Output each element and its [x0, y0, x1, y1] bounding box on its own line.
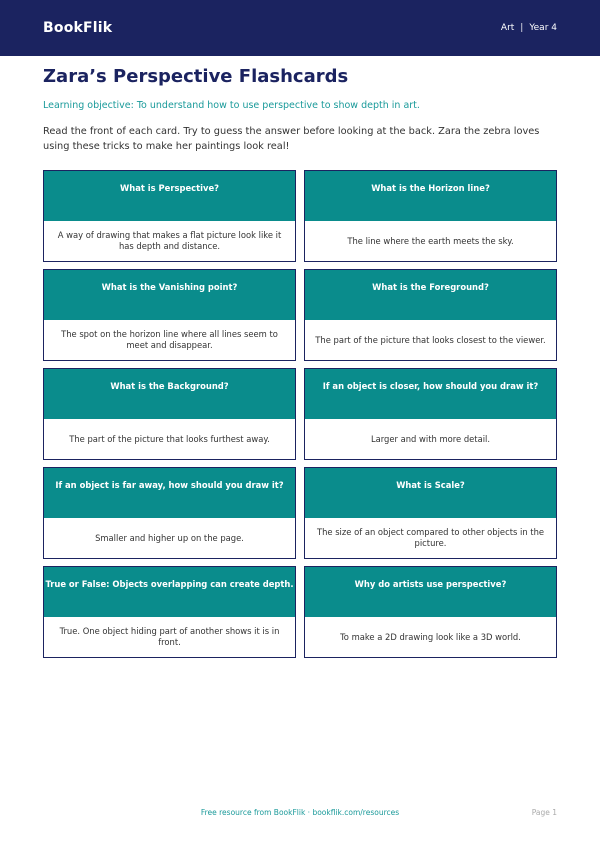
- flashcard[interactable]: [304, 269, 557, 361]
- subject-label: Art: [500, 23, 515, 33]
- card-front: What is the Foreground?: [305, 270, 556, 320]
- card-front: What is the Background?: [44, 369, 295, 419]
- header-bar: [0, 0, 600, 56]
- brand-logo[interactable]: BookFlik: [43, 20, 113, 36]
- card-front: What is the Horizon line?: [305, 171, 556, 221]
- card-front: What is the Vanishing point?: [44, 270, 295, 320]
- subject-year-label: [501, 23, 557, 33]
- card-front: If an object is closer, how should you draw it?: [305, 369, 556, 419]
- page-title: Zara’s Perspective Flashcards: [43, 66, 349, 87]
- card-front: What is Scale?: [305, 468, 556, 518]
- card-back: Smaller and higher up on the page.: [44, 518, 295, 558]
- card-back: The spot on the horizon line where all lines seem to meet and disappear.: [44, 320, 295, 360]
- card-back: A way of drawing that makes a flat picture look like it has depth and distance.: [44, 221, 295, 261]
- flashcard[interactable]: [43, 368, 296, 460]
- flashcard[interactable]: [304, 566, 557, 658]
- flashcard[interactable]: [304, 170, 557, 262]
- card-front: What is Perspective?: [44, 171, 295, 221]
- flashcard[interactable]: [43, 170, 296, 262]
- card-back: The part of the picture that looks furthest away.: [44, 419, 295, 459]
- card-back: The line where the earth meets the sky.: [305, 221, 556, 261]
- flashcard[interactable]: [43, 269, 296, 361]
- learning-objective: Learning objective: To understand how to use perspective to show depth in art.: [43, 100, 420, 111]
- meta-separator: |: [520, 23, 524, 33]
- flashcard[interactable]: [304, 467, 557, 559]
- card-front: If an object is far away, how should you draw it?: [44, 468, 295, 518]
- flashcard[interactable]: [43, 467, 296, 559]
- flashcard-grid: [43, 170, 557, 658]
- card-front: Why do artists use perspective?: [305, 567, 556, 617]
- card-back: To make a 2D drawing look like a 3D world.: [305, 617, 556, 657]
- card-back: Larger and with more detail.: [305, 419, 556, 459]
- card-front: True or False: Objects overlapping can create depth.: [44, 567, 295, 617]
- flashcard[interactable]: [304, 368, 557, 460]
- footer-resource-link[interactable]: Free resource from BookFlik · bookflik.com/resources: [200, 808, 400, 817]
- card-back: True. One object hiding part of another shows it is in front.: [44, 617, 295, 657]
- page-number: Page 1: [531, 808, 557, 817]
- card-back: The part of the picture that looks closest to the viewer.: [305, 320, 556, 360]
- year-label: Year 4: [529, 23, 557, 33]
- flashcard[interactable]: [43, 566, 296, 658]
- intro-text: Read the front of each card. Try to guess the answer before looking at the back. Zara the zebra loves using these tricks to make her paintings look real!: [43, 126, 540, 152]
- card-back: The size of an object compared to other objects in the picture.: [305, 518, 556, 558]
